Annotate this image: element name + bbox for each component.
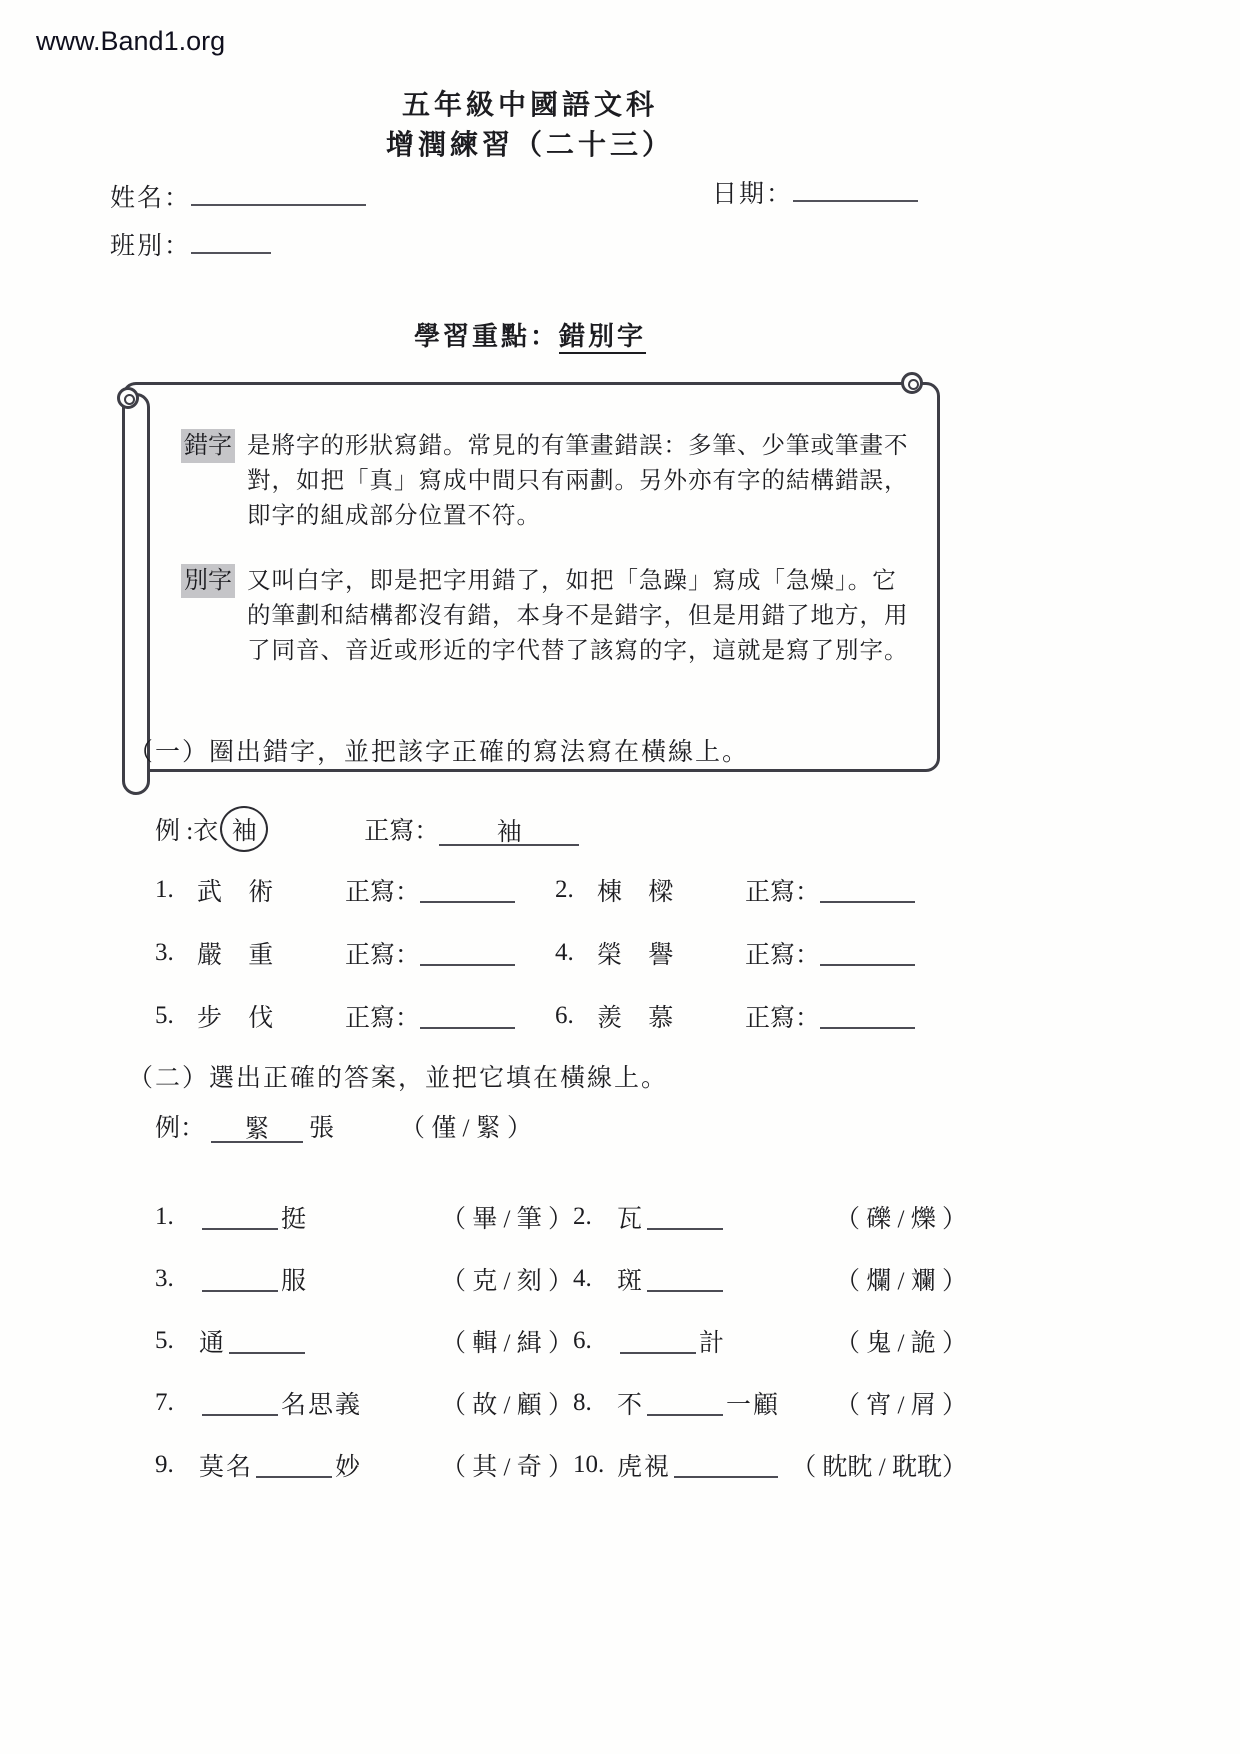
answer-blank xyxy=(820,877,915,903)
focus-topic: 錯別字 xyxy=(559,322,647,351)
example-label: 例 : xyxy=(155,818,194,845)
exercise-item xyxy=(573,1385,967,1421)
word-before: 莫名 xyxy=(199,1454,254,1481)
answer-blank xyxy=(647,1390,723,1416)
word-before: 虎視 xyxy=(617,1454,672,1481)
options-text: （ 故 / 顧 ） xyxy=(441,1392,573,1419)
scroll-curl-icon xyxy=(901,372,923,394)
class-blank-line xyxy=(191,224,271,254)
item-number: 4. xyxy=(573,1265,592,1292)
exercise-item xyxy=(155,1447,573,1483)
doc-title-line1: 五年級中國語文科 xyxy=(401,90,658,121)
item-word: 武 術 xyxy=(197,878,284,906)
exercise-item xyxy=(573,1323,967,1359)
example-answer-line: 袖 xyxy=(439,812,579,846)
definitions xyxy=(181,429,921,699)
date-field xyxy=(712,172,918,210)
section1-example xyxy=(155,806,579,852)
item-number: 5. xyxy=(155,1001,174,1029)
date-label: 日期： xyxy=(712,181,794,208)
options-text: （ 礫 / 爍 ） xyxy=(835,1206,967,1233)
options-text: （ 畢 / 筆 ） xyxy=(441,1206,573,1233)
doc-title xyxy=(100,86,960,166)
example-answer-line: 緊 xyxy=(211,1109,303,1143)
example-word-after: 張 xyxy=(309,1115,339,1142)
answer-blank xyxy=(820,1003,915,1029)
exercise-item xyxy=(573,1261,967,1297)
doc-title-line2: 增潤練習（二十三） xyxy=(385,130,674,161)
example-word: 衣 xyxy=(193,818,219,845)
name-field xyxy=(110,176,366,214)
section2-items xyxy=(155,1186,967,1496)
item-word: 榮 譽 xyxy=(597,941,684,969)
exercise-item xyxy=(155,1261,573,1297)
scroll-curl-icon xyxy=(117,387,139,409)
options-text: （ 眈眈 / 耽耽） xyxy=(791,1454,967,1481)
item-number: 1. xyxy=(155,1203,174,1230)
answer-label: 正寫： xyxy=(745,1004,821,1032)
answer-blank xyxy=(420,1003,515,1029)
site-watermark: www.Band1.org xyxy=(36,26,226,56)
answer-blank xyxy=(674,1452,778,1478)
options-text: （ 其 / 奇 ） xyxy=(441,1454,573,1481)
answer-blank xyxy=(647,1266,723,1292)
definition-biezi xyxy=(181,564,921,669)
exercise-item xyxy=(155,1199,573,1235)
options-text: （ 鬼 / 詭 ） xyxy=(835,1330,967,1357)
item-number: 6. xyxy=(555,1001,574,1029)
item-number: 2. xyxy=(555,875,574,903)
definition-text: 是將字的形狀寫錯。常見的有筆畫錯誤：多筆、少筆或筆畫不對，如把「真」寫成中間只有兩劃。另外亦有字的結構錯誤，即字的組成部分位置不符。 xyxy=(247,433,909,529)
word-after: 挺 xyxy=(281,1206,309,1233)
date-blank-line xyxy=(793,172,918,202)
word-after: 一顧 xyxy=(726,1392,781,1419)
answer-blank xyxy=(820,940,915,966)
word-before: 瓦 xyxy=(617,1206,645,1233)
answer-blank xyxy=(256,1452,332,1478)
item-word: 棟 樑 xyxy=(597,878,684,906)
word-after: 服 xyxy=(281,1268,309,1295)
example-label: 例： xyxy=(155,1115,206,1142)
item-number: 9. xyxy=(155,1451,174,1478)
name-label: 姓名： xyxy=(110,185,192,212)
word-before: 斑 xyxy=(617,1268,645,1295)
answer-blank xyxy=(647,1204,723,1230)
item-number: 8. xyxy=(573,1389,592,1416)
item-number: 4. xyxy=(555,938,574,966)
answer-label: 正寫： xyxy=(345,878,421,906)
answer-blank xyxy=(229,1328,305,1354)
circled-wrong-character: 袖 xyxy=(220,806,268,852)
answer-blank xyxy=(420,877,515,903)
section2-example xyxy=(155,1108,532,1144)
options-text: （ 爛 / 斕 ） xyxy=(835,1268,967,1295)
answer-blank xyxy=(202,1390,278,1416)
answer-blank xyxy=(620,1328,696,1354)
exercise-item xyxy=(155,1385,573,1421)
exercise-item xyxy=(555,998,960,1034)
item-number: 1. xyxy=(155,875,174,903)
item-word: 步 伐 xyxy=(197,1004,284,1032)
exercise-item xyxy=(555,872,960,908)
item-word: 羨 慕 xyxy=(597,1004,684,1032)
exercise-item xyxy=(573,1199,967,1235)
item-number: 10. xyxy=(573,1451,605,1478)
answer-label: 正寫： xyxy=(364,818,440,845)
class-label: 班別： xyxy=(110,233,192,260)
answer-label: 正寫： xyxy=(745,941,821,969)
item-number: 7. xyxy=(155,1389,174,1416)
answer-label: 正寫： xyxy=(345,1004,421,1032)
answer-blank xyxy=(202,1204,278,1230)
options-text: （ 僅 / 緊 ） xyxy=(400,1115,532,1142)
options-text: （ 輯 / 緝 ） xyxy=(441,1330,573,1357)
word-before: 不 xyxy=(617,1392,645,1419)
item-number: 2. xyxy=(573,1203,592,1230)
word-after: 妙 xyxy=(335,1454,363,1481)
answer-label: 正寫： xyxy=(345,941,421,969)
answer-blank xyxy=(420,940,515,966)
section2-heading: （二）選出正確的答案，並把它填在橫線上。 xyxy=(128,1065,669,1092)
definition-term: 錯字 xyxy=(181,429,235,463)
item-number: 3. xyxy=(155,938,174,966)
focus-heading xyxy=(100,316,960,353)
item-number: 6. xyxy=(573,1327,592,1354)
word-before: 通 xyxy=(199,1330,227,1357)
item-word: 嚴 重 xyxy=(197,941,284,969)
definition-term: 別字 xyxy=(181,564,235,598)
exercise-item xyxy=(155,998,555,1034)
focus-prefix: 學習重點： xyxy=(413,322,559,351)
word-after: 計 xyxy=(699,1330,727,1357)
definition-text: 又叫白字，即是把字用錯了，如把「急躁」寫成「急燥」。它的筆劃和結構都沒有錯，本身不是錯字，但是用錯了地方，用了同音、音近或形近的字代替了該寫的字，這就是寫了別字。 xyxy=(247,568,909,664)
definition-cuozi xyxy=(181,429,921,534)
exercise-item xyxy=(573,1447,967,1483)
item-number: 5. xyxy=(155,1327,174,1354)
exercise-item xyxy=(155,872,555,908)
class-field xyxy=(110,224,271,262)
definition-scroll-box xyxy=(122,382,940,772)
answer-blank xyxy=(202,1266,278,1292)
name-blank-line xyxy=(191,176,366,206)
exercise-item xyxy=(155,935,555,971)
answer-label: 正寫： xyxy=(745,878,821,906)
exercise-item xyxy=(555,935,960,971)
options-text: （ 克 / 刻 ） xyxy=(441,1268,573,1295)
item-number: 3. xyxy=(155,1265,174,1292)
exercise-item xyxy=(155,1323,573,1359)
options-text: （ 宵 / 屑 ） xyxy=(835,1392,967,1419)
section1-heading: （一）圈出錯字，並把該字正確的寫法寫在橫線上。 xyxy=(128,739,750,766)
word-after: 名思義 xyxy=(281,1392,363,1419)
section1-items xyxy=(155,858,960,1047)
